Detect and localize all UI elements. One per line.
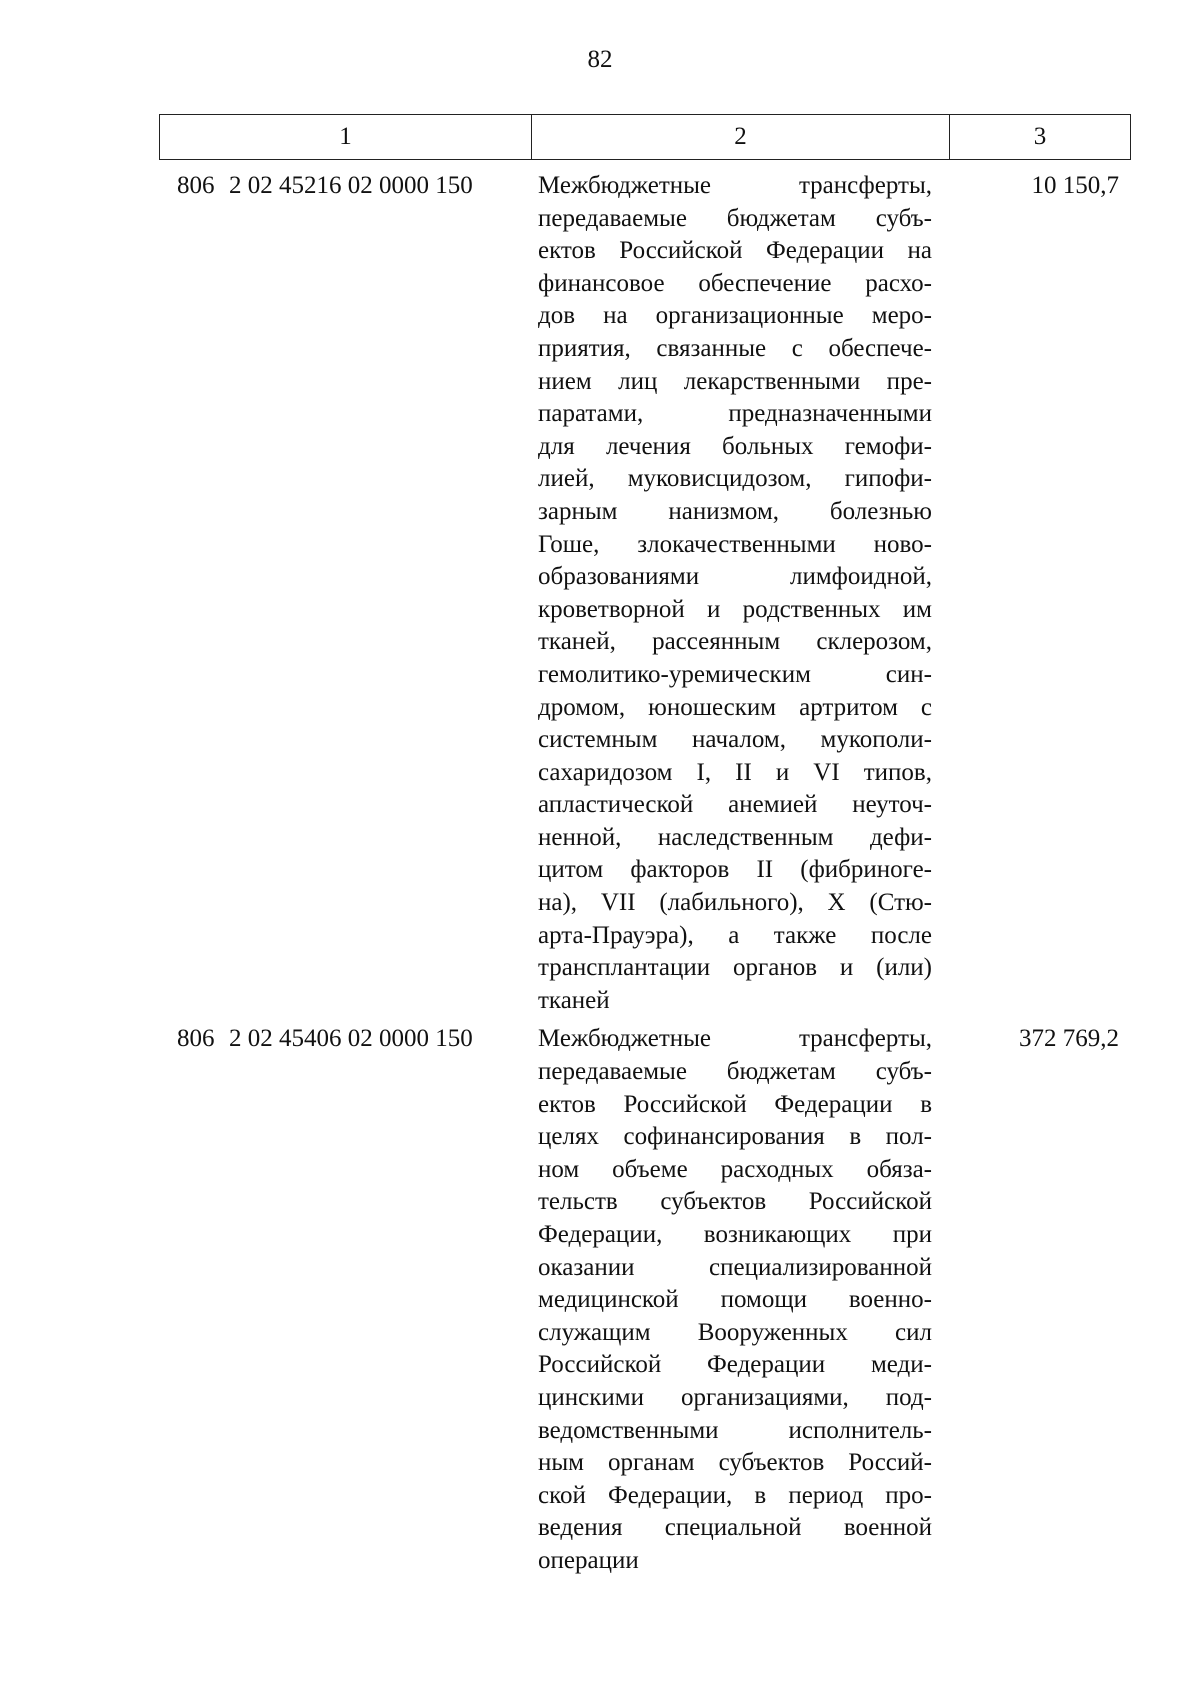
description-line: для лечения больных гемофи- <box>538 432 932 460</box>
description-line: дромом, юношеским артритом с <box>538 693 932 721</box>
budget-code-cell: 2 02 45216 02 0000 150 <box>229 172 473 199</box>
description-line: Российской Федерации меди- <box>538 1351 932 1379</box>
header-cell-2: 2 <box>532 115 950 159</box>
amount-cell: 10 150,7 <box>1031 172 1119 199</box>
description-line: ской Федерации, в период про- <box>538 1481 932 1509</box>
description-cell <box>521 170 932 1017</box>
description-line: системным началом, мукополи- <box>538 726 932 754</box>
description-line: дов на организационные меро- <box>538 302 932 330</box>
table-header-row <box>159 114 1131 160</box>
description-line: Межбюджетные трансферты, <box>538 1025 932 1053</box>
admin-code-cell: 806 <box>177 1025 215 1053</box>
description-line: нием лиц лекарственными пре- <box>538 367 932 395</box>
description-line: тканей, рассеянным склерозом, <box>538 628 932 656</box>
description-line: ном объеме расходных обяза- <box>538 1155 932 1183</box>
description-line: операции <box>538 1546 639 1574</box>
description-line: на), VII (лабильного), X (Стю- <box>538 889 932 917</box>
description-line: лией, муковисцидозом, гипофи- <box>538 465 932 493</box>
description-line: служащим Вооруженных сил <box>538 1318 932 1346</box>
description-line: апластической анемией неуточ- <box>538 791 932 819</box>
description-line: ведения специальной военной <box>538 1514 932 1542</box>
description-line: кроветворной и родственных им <box>538 595 932 623</box>
description-cell <box>521 1023 932 1577</box>
amount-cell: 372 769,2 <box>1019 1025 1119 1053</box>
description-line: арта-Прауэра), а также после <box>538 921 932 949</box>
description-line: ектов Российской Федерации на <box>538 237 932 265</box>
description-line: ведомственными исполнитель- <box>538 1416 932 1444</box>
budget-code-cell: 2 02 45406 02 0000 150 <box>229 1025 473 1053</box>
description-line: тканей <box>538 986 610 1014</box>
description-line: трансплантации органов и (или) <box>538 954 932 982</box>
description-line: Межбюджетные трансферты, <box>538 172 932 199</box>
description-line: образованиями лимфоидной, <box>538 563 932 591</box>
table-body <box>159 160 1131 1578</box>
description-line: зарным нанизмом, болезнью <box>538 497 932 525</box>
description-line: приятия, связанные с обеспече- <box>538 334 932 362</box>
description-line: оказании специализированной <box>538 1253 932 1281</box>
description-line: цитом факторов II (фибриноге- <box>538 856 932 884</box>
description-line: медицинской помощи военно- <box>538 1286 932 1314</box>
header-cell-1: 1 <box>160 115 532 159</box>
description-line: финансовое обеспечение расхо- <box>538 269 932 297</box>
description-line: цинскими организациями, под- <box>538 1383 932 1411</box>
description-line: целях софинансирования в пол- <box>538 1123 932 1151</box>
table-row <box>159 160 1131 1017</box>
description-line: гемолитико-уремическим син- <box>538 660 932 688</box>
budget-table <box>159 114 1131 1578</box>
description-line: передаваемые бюджетам субъ- <box>538 1058 932 1086</box>
description-line: сахаридозом I, II и VI типов, <box>538 758 932 786</box>
page-number: 82 <box>587 46 613 73</box>
description-line: тельств субъектов Российской <box>538 1188 932 1216</box>
description-line: передаваемые бюджетам субъ- <box>538 204 932 232</box>
description-line: Гоше, злокачественными ново- <box>538 530 932 558</box>
table-row <box>159 1017 1131 1577</box>
header-cell-3: 3 <box>1033 123 1047 150</box>
description-line: ектов Российской Федерации в <box>538 1090 932 1118</box>
description-line: ным органам субъектов Россий- <box>538 1449 932 1477</box>
description-line: ненной, наследственным дефи- <box>538 823 932 851</box>
admin-code-cell: 806 <box>177 172 215 199</box>
description-line: паратами, предназначенными <box>538 400 932 428</box>
description-line: Федерации, возникающих при <box>538 1221 932 1248</box>
